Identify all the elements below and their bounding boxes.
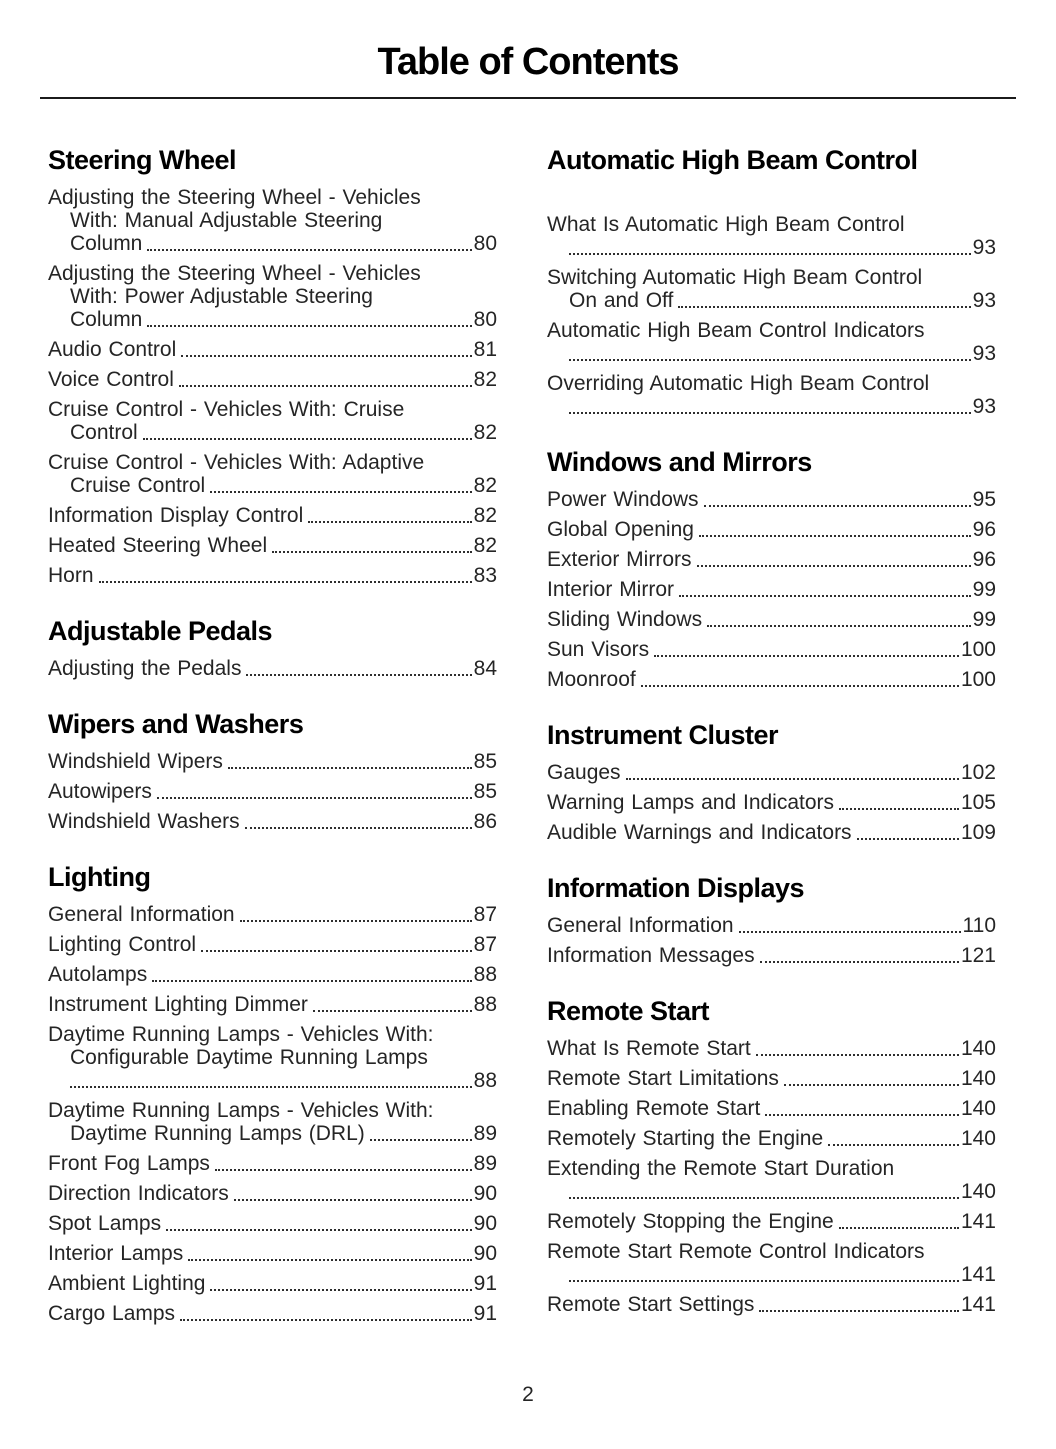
toc-page-number: 80 (473, 232, 497, 255)
toc-page-number: 140 (960, 1067, 996, 1090)
toc-page-number: 105 (960, 791, 996, 814)
toc-entry-last-line (547, 668, 996, 691)
toc-entry-line: Automatic High Beam Control Indicators (547, 319, 925, 342)
toc-page-number: 93 (972, 395, 996, 418)
toc-entry-label: Gauges (547, 761, 621, 784)
toc-entry-last-line (547, 1037, 996, 1060)
dot-leader (180, 1319, 472, 1321)
toc-page-number: 102 (960, 761, 996, 784)
toc-entry-last-line (547, 1097, 996, 1120)
dot-leader (654, 655, 959, 657)
toc-entry-label: Column (70, 232, 143, 255)
toc-entry-label: Information Messages (547, 944, 755, 967)
toc-entry-label: Direction Indicators (48, 1182, 229, 1205)
section-heading: Wipers and Washers (48, 709, 304, 739)
toc-entry (547, 518, 996, 541)
toc-entry-label: Spot Lamps (48, 1212, 162, 1235)
dot-leader (313, 1010, 472, 1012)
toc-entry-last-line (48, 963, 497, 986)
dot-leader (147, 249, 471, 251)
toc-entry-last-line (547, 289, 996, 312)
toc-entry-line: With: Power Adjustable Steering (70, 285, 373, 308)
toc-page-number: 82 (473, 534, 497, 557)
toc-page-number: 100 (960, 668, 996, 691)
toc-entry-label: Warning Lamps and Indicators (547, 791, 835, 814)
toc-entry (48, 657, 497, 680)
dot-leader (839, 1227, 959, 1229)
toc-page-number: 121 (960, 944, 996, 967)
page-title: Table of Contents (377, 41, 679, 83)
dot-leader (181, 355, 471, 357)
toc-section (48, 145, 497, 587)
toc-entry-last-line (547, 1127, 996, 1150)
toc-entry-label: General Information (48, 903, 235, 926)
dot-leader (179, 385, 472, 387)
dot-leader (697, 565, 971, 567)
toc-entry (48, 1023, 497, 1092)
toc-entry-last-line (48, 504, 497, 527)
dot-leader (828, 1144, 959, 1146)
toc-entry-label: On and Off (569, 289, 674, 312)
toc-entry-last-line (48, 338, 497, 361)
toc-entry-label: Ambient Lighting (48, 1272, 206, 1295)
toc-entry-last-line (48, 368, 497, 391)
toc-page-number: 140 (960, 1127, 996, 1150)
toc-page-number: 88 (473, 963, 497, 986)
toc-page-number: 141 (960, 1263, 996, 1286)
toc-entry (547, 1097, 996, 1120)
toc-section (547, 145, 996, 418)
toc-entry-last-line (48, 232, 497, 255)
toc-entry-last-line (547, 395, 996, 418)
toc-entry-label: Interior Lamps (48, 1242, 184, 1265)
toc-entry-last-line (547, 236, 996, 259)
toc-entry (547, 372, 996, 418)
toc-entry-label: Horn (48, 564, 94, 587)
toc-page-number: 82 (473, 504, 497, 527)
toc-page-number: 90 (473, 1182, 497, 1205)
dot-leader (157, 797, 472, 799)
toc-entry-last-line (48, 657, 497, 680)
toc-entry-last-line (547, 1210, 996, 1233)
toc-entry-last-line (48, 780, 497, 803)
toc-entry-last-line (48, 1272, 497, 1295)
toc-page-number: 90 (473, 1242, 497, 1265)
toc-entry-line: Overriding Automatic High Beam Control (547, 372, 930, 395)
toc-page-number: 86 (473, 810, 497, 833)
toc-entry-last-line (48, 750, 497, 773)
toc-entry-label: Adjusting the Pedals (48, 657, 242, 680)
toc-entry (48, 1099, 497, 1145)
toc-page-number: 110 (962, 914, 996, 937)
toc-section (547, 447, 996, 691)
toc-entry (547, 944, 996, 967)
section-entries (48, 750, 497, 833)
toc-entry-label: Sliding Windows (547, 608, 703, 631)
dot-leader (245, 827, 472, 829)
toc-entry-label: Control (70, 421, 138, 444)
toc-entry (547, 914, 996, 937)
toc-entry-last-line (547, 638, 996, 661)
toc-column-right (547, 145, 996, 1354)
toc-page-number: 83 (473, 564, 497, 587)
toc-entry (48, 338, 497, 361)
toc-entry (547, 821, 996, 844)
toc-entry (547, 266, 996, 312)
toc-entry-last-line (48, 474, 497, 497)
dot-leader (201, 950, 472, 952)
toc-entry-label: Cargo Lamps (48, 1302, 176, 1325)
section-entries (48, 186, 497, 587)
toc-entry-line: Switching Automatic High Beam Control (547, 266, 923, 289)
toc-entry (547, 213, 996, 259)
toc-page-number: 99 (972, 578, 996, 601)
toc-entry-line: Adjusting the Steering Wheel - Vehicles (48, 262, 421, 285)
toc-entry (48, 780, 497, 803)
toc-entry-last-line (48, 564, 497, 587)
toc-entry-label: Remotely Stopping the Engine (547, 1210, 834, 1233)
toc-entry (48, 903, 497, 926)
toc-entry-last-line (48, 1242, 497, 1265)
toc-entry (48, 504, 497, 527)
toc-entry-last-line (547, 1067, 996, 1090)
toc-page-number: 82 (473, 474, 497, 497)
toc-page-number: 90 (473, 1212, 497, 1235)
toc-entry-last-line (547, 518, 996, 541)
section-heading: Automatic High Beam Control (547, 145, 918, 175)
dot-leader (569, 1197, 959, 1199)
section-entries (547, 488, 996, 691)
section-heading: Adjustable Pedals (48, 616, 273, 646)
toc-page-number: 99 (972, 608, 996, 631)
toc-section (48, 616, 497, 680)
dot-leader (308, 521, 471, 523)
toc-page-number: 88 (473, 993, 497, 1016)
toc-page-number: 141 (960, 1210, 996, 1233)
dot-leader (246, 674, 471, 676)
toc-entry-label: Audible Warnings and Indicators (547, 821, 852, 844)
dot-leader (210, 1289, 471, 1291)
dot-leader (760, 961, 959, 963)
toc-entry-label: Information Display Control (48, 504, 304, 527)
dot-leader (626, 778, 959, 780)
dot-leader (765, 1114, 959, 1116)
toc-page-number: 85 (473, 780, 497, 803)
toc-entry-label: Front Fog Lamps (48, 1152, 210, 1175)
toc-entry (48, 1212, 497, 1235)
toc-entry-label: Column (70, 308, 143, 331)
dot-leader (272, 551, 472, 553)
section-heading: Windows and Mirrors (547, 447, 812, 477)
dot-leader (234, 1199, 472, 1201)
dot-leader (569, 412, 971, 414)
dot-leader (739, 931, 961, 933)
toc-entry (48, 451, 497, 497)
toc-entry-last-line (48, 810, 497, 833)
toc-entry-last-line (48, 534, 497, 557)
toc-entry-label: Cruise Control (70, 474, 206, 497)
toc-entry (48, 564, 497, 587)
dot-leader (166, 1229, 472, 1231)
dot-leader (569, 1280, 959, 1282)
toc-entry (48, 1302, 497, 1325)
toc-entry (547, 1067, 996, 1090)
page-number: 2 (522, 1383, 534, 1406)
toc-entry-label: Heated Steering Wheel (48, 534, 268, 557)
toc-entry-line: Extending the Remote Start Duration (547, 1157, 895, 1180)
dot-leader (228, 767, 472, 769)
toc-entry (547, 1037, 996, 1060)
toc-page-number: 82 (473, 368, 497, 391)
toc-entry-line: Configurable Daytime Running Lamps (70, 1046, 428, 1069)
toc-entry (48, 1152, 497, 1175)
toc-section (547, 996, 996, 1316)
toc-entry-label: Windshield Wipers (48, 750, 223, 773)
dot-leader (143, 438, 472, 440)
toc-column-left (48, 145, 497, 1354)
toc-entry-label: Autolamps (48, 963, 148, 986)
toc-page-number: 96 (972, 548, 996, 571)
toc-entry (48, 1182, 497, 1205)
toc-entry-last-line (547, 761, 996, 784)
toc-page-number: 95 (972, 488, 996, 511)
section-entries (547, 914, 996, 967)
toc-entry-last-line (547, 1293, 996, 1316)
toc-page-number: 87 (473, 903, 497, 926)
section-entries (547, 761, 996, 844)
toc-entry (48, 810, 497, 833)
dot-leader (641, 685, 959, 687)
toc-entry (48, 1272, 497, 1295)
dot-leader (759, 1310, 959, 1312)
dot-leader (99, 581, 472, 583)
section-heading: Lighting (48, 862, 151, 892)
dot-leader (704, 505, 971, 507)
toc-entry (547, 1127, 996, 1150)
toc-entry-label: Exterior Mirrors (547, 548, 692, 571)
toc-entry (48, 262, 497, 331)
section-heading: Steering Wheel (48, 145, 237, 175)
dot-leader (188, 1259, 471, 1261)
toc-entry-label: Audio Control (48, 338, 177, 361)
toc-entry-line: Remote Start Remote Control Indicators (547, 1240, 925, 1263)
toc-entry (48, 750, 497, 773)
toc-entry-last-line (48, 1122, 497, 1145)
toc-entry-line: Adjusting the Steering Wheel - Vehicles (48, 186, 421, 209)
toc-entry-last-line (48, 308, 497, 331)
section-heading: Instrument Cluster (547, 720, 779, 750)
toc-entry-last-line (48, 993, 497, 1016)
toc-page-number: 82 (473, 421, 497, 444)
dot-leader (679, 595, 971, 597)
toc-entry (547, 638, 996, 661)
toc-entry (48, 398, 497, 444)
toc-entry (547, 319, 996, 365)
toc-page-number: 89 (473, 1122, 497, 1145)
toc-entry-line: Cruise Control - Vehicles With: Adaptive (48, 451, 425, 474)
dot-leader (784, 1084, 959, 1086)
section-entries (547, 1037, 996, 1316)
toc-section (48, 862, 497, 1325)
toc-entry-last-line (547, 342, 996, 365)
toc-entry-last-line (48, 421, 497, 444)
toc-entry-last-line (48, 1069, 497, 1092)
toc-page-number: 100 (960, 638, 996, 661)
toc-entry (547, 761, 996, 784)
toc-entry-last-line (547, 914, 996, 937)
toc-entry-label: Remote Start Limitations (547, 1067, 779, 1090)
toc-entry (48, 368, 497, 391)
toc-page-number: 140 (960, 1097, 996, 1120)
toc-entry-last-line (547, 578, 996, 601)
toc-entry-last-line (48, 903, 497, 926)
toc-entry (48, 1242, 497, 1265)
toc-entry-label: Lighting Control (48, 933, 197, 956)
toc-entry-label: Autowipers (48, 780, 152, 803)
toc-entry-label: What Is Remote Start (547, 1037, 751, 1060)
toc-entry (547, 1240, 996, 1286)
section-entries (48, 657, 497, 680)
toc-entry-last-line (547, 548, 996, 571)
toc-entry-last-line (48, 1212, 497, 1235)
toc-entry (48, 933, 497, 956)
toc-page-number: 93 (972, 342, 996, 365)
toc-entry-label: Power Windows (547, 488, 699, 511)
section-heading: Remote Start (547, 996, 710, 1026)
toc-entry (48, 534, 497, 557)
toc-entry-line: What Is Automatic High Beam Control (547, 213, 905, 236)
toc-page-number: 80 (473, 308, 497, 331)
toc-page-number: 141 (960, 1293, 996, 1316)
toc-entry (547, 1210, 996, 1233)
section-entries (547, 186, 996, 418)
toc-entry-last-line (48, 933, 497, 956)
toc-entry (48, 963, 497, 986)
toc-entry (547, 608, 996, 631)
toc-page-number: 140 (960, 1037, 996, 1060)
toc-entry-label: Remote Start Settings (547, 1293, 755, 1316)
toc-entry-label: Windshield Washers (48, 810, 240, 833)
section-entries (48, 903, 497, 1325)
toc-entry-label: Remotely Starting the Engine (547, 1127, 824, 1150)
dot-leader (370, 1139, 472, 1141)
toc-entry-label: Daytime Running Lamps (DRL) (70, 1122, 365, 1145)
toc-entry (48, 186, 497, 255)
dot-leader (756, 1054, 959, 1056)
toc-entry-line: Daytime Running Lamps - Vehicles With: (48, 1099, 434, 1122)
toc-page-number: 109 (960, 821, 996, 844)
toc-entry-label: Enabling Remote Start (547, 1097, 761, 1120)
toc-page-number: 140 (960, 1180, 996, 1203)
dot-leader (152, 980, 471, 982)
toc-entry-label: Interior Mirror (547, 578, 675, 601)
toc-section (48, 709, 497, 833)
toc-entry-label: Voice Control (48, 368, 174, 391)
toc-entry-last-line (547, 1180, 996, 1203)
toc-page-number: 84 (473, 657, 497, 680)
dot-leader (678, 306, 970, 308)
dot-leader (210, 491, 471, 493)
dot-leader (569, 253, 971, 255)
dot-leader (839, 808, 959, 810)
toc-columns (0, 99, 1056, 1354)
toc-entry-line: Cruise Control - Vehicles With: Cruise (48, 398, 405, 421)
toc-entry (547, 548, 996, 571)
toc-entry-last-line (547, 944, 996, 967)
dot-leader (699, 535, 971, 537)
toc-page-number: 93 (972, 236, 996, 259)
toc-section (547, 873, 996, 967)
dot-leader (569, 359, 971, 361)
toc-entry (547, 668, 996, 691)
dot-leader (215, 1169, 472, 1171)
toc-entry-last-line (547, 488, 996, 511)
toc-entry (547, 791, 996, 814)
toc-page-number: 91 (473, 1302, 497, 1325)
toc-entry-label: Sun Visors (547, 638, 650, 661)
toc-page-number: 81 (473, 338, 497, 361)
dot-leader (707, 625, 971, 627)
toc-entry-last-line (48, 1182, 497, 1205)
toc-entry (48, 993, 497, 1016)
toc-entry-last-line (48, 1152, 497, 1175)
toc-entry (547, 578, 996, 601)
toc-page-number: 96 (972, 518, 996, 541)
toc-entry (547, 1157, 996, 1203)
toc-section (547, 720, 996, 844)
toc-entry-last-line (48, 1302, 497, 1325)
toc-entry-line: Daytime Running Lamps - Vehicles With: (48, 1023, 434, 1046)
dot-leader (857, 838, 959, 840)
dot-leader (70, 1086, 472, 1088)
toc-page-number: 93 (972, 289, 996, 312)
toc-entry (547, 488, 996, 511)
toc-entry-last-line (547, 821, 996, 844)
toc-entry-last-line (547, 1263, 996, 1286)
toc-page-number: 91 (473, 1272, 497, 1295)
toc-page-number: 89 (473, 1152, 497, 1175)
dot-leader (240, 920, 472, 922)
toc-page-number: 87 (473, 933, 497, 956)
toc-entry-label: Moonroof (547, 668, 636, 691)
section-heading: Information Displays (547, 873, 805, 903)
toc-entry-label: General Information (547, 914, 734, 937)
toc-entry-last-line (547, 791, 996, 814)
toc-page-number: 88 (473, 1069, 497, 1092)
toc-entry (547, 1293, 996, 1316)
toc-entry-line: With: Manual Adjustable Steering (70, 209, 383, 232)
toc-entry-label: Global Opening (547, 518, 694, 541)
toc-entry-last-line (547, 608, 996, 631)
toc-entry-label: Instrument Lighting Dimmer (48, 993, 308, 1016)
toc-page-number: 85 (473, 750, 497, 773)
dot-leader (147, 325, 471, 327)
